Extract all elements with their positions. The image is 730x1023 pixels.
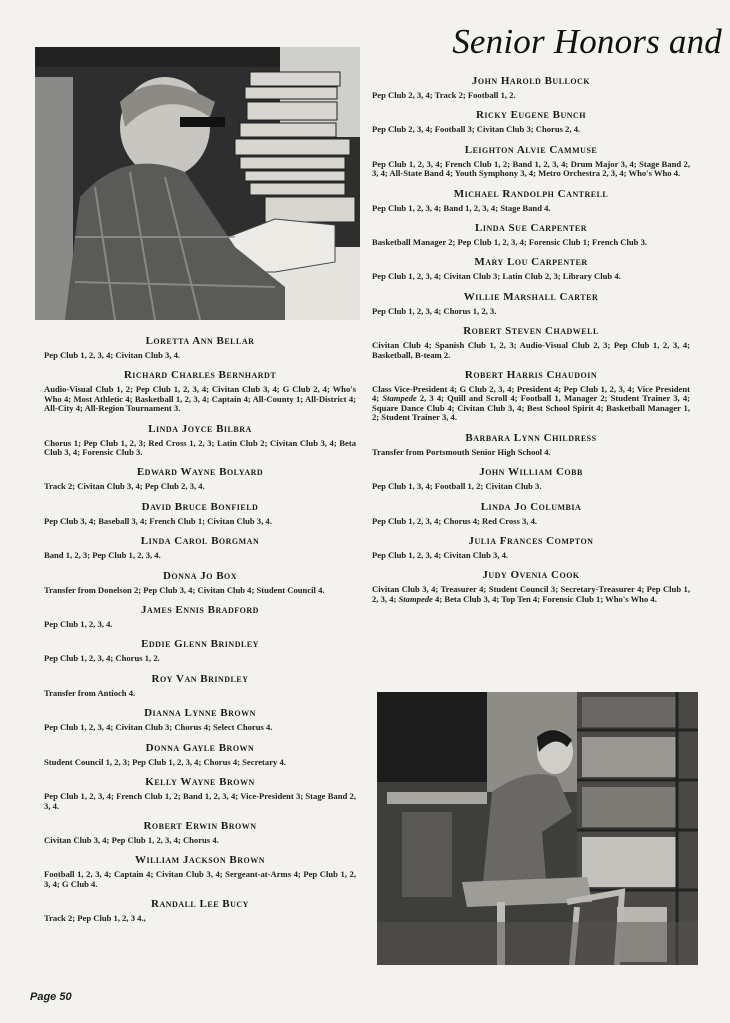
senior-name: Dianna Lynne Brown bbox=[144, 707, 256, 720]
senior-activities: Track 2; Civitan Club 3, 4; Pep Club 2, 3, 4. bbox=[44, 481, 205, 492]
senior-entry bbox=[372, 432, 690, 457]
senior-entry bbox=[372, 222, 690, 247]
senior-activities: Civitan Club 3, 4; Treasurer 4; Student Council 3; Secretary-Treasurer 4; Pep Club 1, 2, 3, 4; Stampede 4; Beta Club 3, 4; Top Ten 4; Forensic Club 1; Who's Who 4. bbox=[372, 584, 690, 604]
senior-entry bbox=[44, 820, 356, 845]
senior-entry bbox=[372, 535, 690, 560]
senior-name: Linda Jo Columbia bbox=[480, 500, 582, 513]
senior-name: Edward Wayne Bolyard bbox=[136, 466, 264, 479]
senior-name: Leighton Alvie Cammuse bbox=[464, 143, 598, 156]
senior-entry bbox=[372, 144, 690, 179]
photo-student-library-image bbox=[377, 692, 698, 965]
senior-entry bbox=[44, 369, 356, 413]
senior-name: Willie Marshall Carter bbox=[463, 290, 599, 303]
senior-entry bbox=[44, 466, 356, 491]
senior-name: Eddie Glenn Brindley bbox=[141, 638, 259, 651]
senior-activities: Transfer from Antioch 4. bbox=[44, 687, 136, 698]
senior-activities: Class Vice-President 4; G Club 2, 3, 4; President 4; Pep Club 1, 2, 3, 4; Vice President 4; Stampede 2, 3 4; Quill and Scroll 4; Football 1, Manager 2; Student Trainer 3, 4; Square Dance Club 4; Civitan Club 3, 4; Best School Spirit 4; Basketball Manager 1, 2; Student Trainer 3, 4. bbox=[372, 384, 690, 423]
senior-entry bbox=[372, 501, 690, 526]
senior-entry bbox=[44, 604, 356, 629]
senior-name: Robert Steven Chadwell bbox=[463, 325, 599, 338]
senior-entry bbox=[44, 898, 356, 923]
senior-name: Randall Lee Bucy bbox=[151, 898, 249, 911]
senior-activities: Pep Club 1, 2, 3, 4; French Club 1, 2; Band 1, 2, 3, 4; Drum Major 3, 4; Stage Band 2, 3, 4; All-State Band 4; Youth Symphony 3, 4; Metro Orchestra 2, 3, 4; Who's Who 4. bbox=[372, 158, 690, 179]
senior-name: Linda Carol Borgman bbox=[140, 535, 260, 548]
senior-activities: Pep Club 1, 2, 3, 4; Chorus 1, 2, 3. bbox=[372, 305, 497, 316]
senior-name: Mary Lou Carpenter bbox=[474, 256, 588, 269]
senior-entry bbox=[372, 75, 690, 100]
senior-name: Roy Van Brindley bbox=[151, 672, 249, 685]
honors-list-right bbox=[372, 75, 690, 613]
senior-activities: Civitan Club 3, 4; Pep Club 1, 2, 3, 4; Chorus 4. bbox=[44, 834, 219, 845]
senior-activities: Football 1, 2, 3, 4; Captain 4; Civitan Club 3, 4; Sergeant-at-Arms 4; Pep Club 1, 2, 3, 4; G Club 4. bbox=[44, 869, 356, 889]
senior-name: Ricky Eugene Bunch bbox=[475, 109, 586, 122]
senior-entry bbox=[44, 776, 356, 811]
senior-name: Michael Randolph Cantrell bbox=[453, 187, 609, 200]
senior-activities: Pep Club 1, 2, 3, 4; Civitan Club 3; Chorus 4; Select Chorus 4. bbox=[44, 722, 273, 733]
senior-activities: Pep Club 2, 3, 4; Football 3; Civitan Club 3; Chorus 2, 4. bbox=[372, 124, 581, 135]
honors-list-left bbox=[44, 335, 356, 933]
senior-activities: Pep Club 1, 2, 3, 4; Chorus 1, 2. bbox=[44, 653, 160, 664]
senior-activities: Pep Club 1, 3, 4; Football 1, 2; Civitan Club 3. bbox=[372, 481, 542, 492]
senior-activities: Transfer from Portsmouth Senior High School 4. bbox=[372, 446, 551, 457]
senior-entry bbox=[44, 570, 356, 595]
senior-entry bbox=[372, 466, 690, 491]
senior-activities: Chorus 1; Pep Club 1, 2, 3; Red Cross 1, 2, 3; Latin Club 2; Civitan Club 3, 4; Beta Club 3, 4; Forensic Club 3. bbox=[44, 437, 356, 458]
yearbook-title: Stampede bbox=[382, 393, 417, 404]
senior-activities: Transfer from Donelson 2; Pep Club 3, 4; Civitan Club 4; Student Council 4. bbox=[44, 584, 325, 595]
senior-activities: Pep Club 1, 2, 3, 4; French Club 1, 2; Band 1, 2, 3, 4; Vice-President 3; Stage Band 2, 3, 4. bbox=[44, 791, 356, 811]
senior-entry bbox=[372, 109, 690, 134]
senior-activities: Pep Club 1, 2, 3, 4; Chorus 4; Red Cross 3, 4. bbox=[372, 515, 538, 526]
senior-entry bbox=[372, 369, 690, 423]
senior-activities: Pep Club 1, 2, 3, 4; Civitan Club 3, 4. bbox=[44, 350, 181, 360]
senior-entry bbox=[44, 854, 356, 889]
senior-activities: Basketball Manager 2; Pep Club 1, 2, 3, 4; Forensic Club 1; French Club 3. bbox=[372, 237, 648, 248]
senior-name: John Harold Bullock bbox=[471, 75, 591, 87]
page-number: Page 50 bbox=[30, 991, 72, 1003]
senior-activities: Student Council 1, 2, 3; Pep Club 1, 2, 3, 4; Chorus 4; Secretary 4. bbox=[44, 756, 286, 767]
senior-name: Donna Jo Box bbox=[162, 569, 238, 582]
senior-name: Linda Sue Carpenter bbox=[475, 222, 587, 235]
senior-name: David Bruce Bonfield bbox=[141, 500, 259, 513]
senior-entry bbox=[44, 423, 356, 458]
senior-name: Barbara Lynn Childress bbox=[465, 431, 597, 444]
senior-name: Julia Frances Compton bbox=[468, 534, 594, 547]
senior-name: Richard Charles Bernhardt bbox=[123, 369, 277, 382]
senior-entry bbox=[44, 501, 356, 526]
senior-activities: Audio-Visual Club 1, 2; Pep Club 1, 2, 3, 4; Civitan Club 3, 4; G Club 2, 4; Who's Who 4; Most Athletic 4; Basketball 1, 2, 3, 4; Captain 4; All-County 1; All-District 4; All-City 4; All-Region Tournament 3. bbox=[44, 384, 356, 414]
senior-name: James Ennis Bradford bbox=[141, 604, 259, 617]
senior-name: Kelly Wayne Brown bbox=[145, 776, 255, 789]
senior-name: John William Cobb bbox=[479, 466, 583, 479]
senior-name: Linda Joyce Bilbra bbox=[148, 422, 252, 435]
senior-activities: Pep Club 3, 4; Baseball 3, 4; French Club 1; Civitan Club 3, 4. bbox=[44, 515, 272, 526]
page-title: Senior Honors and bbox=[452, 22, 722, 61]
senior-activities: Pep Club 1, 2, 3, 4. bbox=[44, 619, 113, 630]
senior-entry bbox=[372, 256, 690, 281]
senior-activities: Civitan Club 4; Spanish Club 1, 2, 3; Audio-Visual Club 2, 3; Pep Club 1, 2, 3, 4; Basketball, B-team 2. bbox=[372, 340, 690, 360]
photo-student-reading-image bbox=[35, 47, 360, 320]
senior-activities: Pep Club 1, 2, 3, 4; Band 1, 2, 3, 4; Stage Band 4. bbox=[372, 202, 551, 213]
yearbook-title: Stampede bbox=[398, 593, 433, 604]
senior-entry bbox=[372, 188, 690, 213]
senior-entry bbox=[372, 291, 690, 316]
senior-name: Donna Gayle Brown bbox=[145, 741, 255, 754]
senior-activities: Pep Club 2, 3, 4; Track 2; Football 1, 2. bbox=[372, 90, 516, 100]
senior-name: Judy Ovenia Cook bbox=[482, 569, 580, 582]
senior-activities: Track 2; Pep Club 1, 2, 3 4., bbox=[44, 913, 146, 924]
senior-entry bbox=[44, 673, 356, 698]
senior-name: Robert Erwin Brown bbox=[143, 819, 257, 832]
senior-activities: Pep Club 1, 2, 3, 4; Civitan Club 3, 4. bbox=[372, 549, 509, 560]
senior-entry bbox=[44, 742, 356, 767]
photo-student-library bbox=[377, 692, 698, 965]
senior-entry bbox=[372, 325, 690, 360]
senior-entry bbox=[44, 707, 356, 732]
senior-entry bbox=[372, 569, 690, 604]
senior-name: Loretta Ann Bellar bbox=[145, 335, 255, 347]
photo-student-reading bbox=[35, 47, 360, 320]
senior-entry bbox=[44, 335, 356, 360]
senior-activities: Pep Club 1, 2, 3, 4; Civitan Club 3; Latin Club 2, 3; Library Club 4. bbox=[372, 271, 621, 282]
senior-name: Robert Harris Chaudoin bbox=[464, 369, 598, 382]
senior-name: William Jackson Brown bbox=[134, 854, 266, 867]
senior-entry bbox=[44, 535, 356, 560]
senior-entry bbox=[44, 638, 356, 663]
senior-activities: Band 1, 2, 3; Pep Club 1, 2, 3, 4. bbox=[44, 550, 161, 561]
